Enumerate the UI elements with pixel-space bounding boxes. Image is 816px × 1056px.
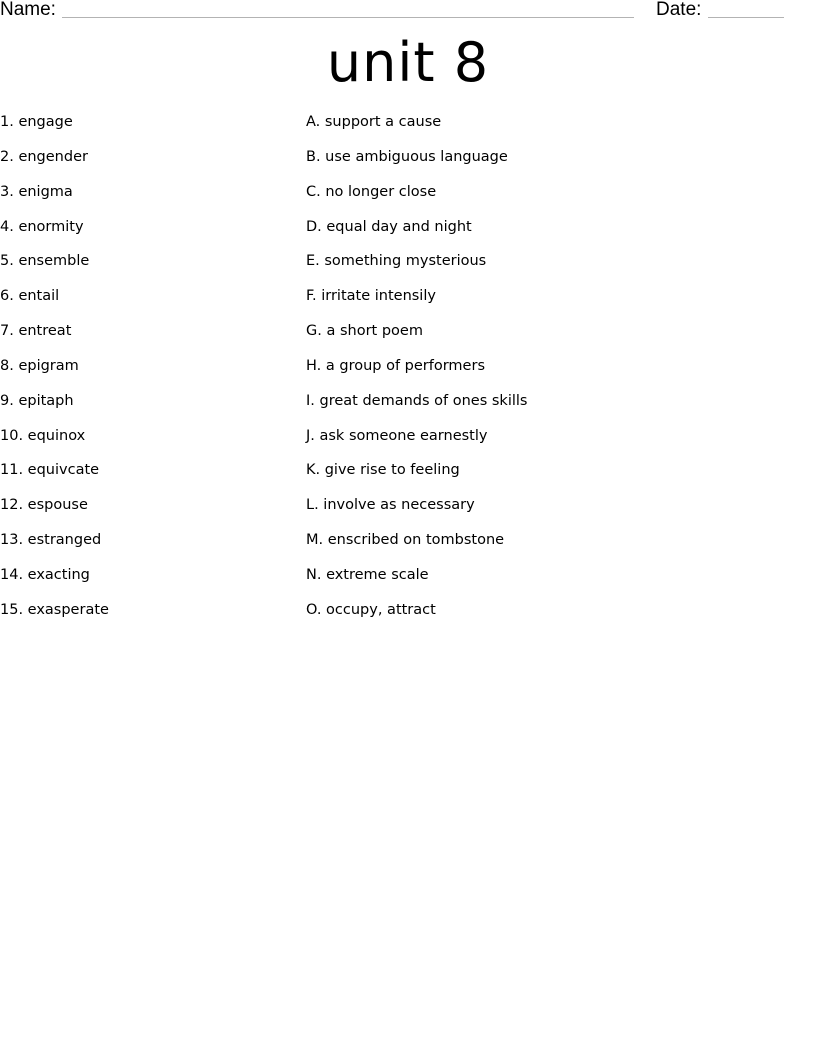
definition-item: O. occupy, attract: [306, 601, 436, 618]
term-item: 7. entreat: [0, 323, 72, 340]
term-item: 15. exasperate: [0, 601, 109, 618]
definition-item: H. a group of performers: [306, 357, 485, 374]
term-item: 10. equinox: [0, 427, 86, 444]
definition-item: N. extreme scale: [306, 566, 429, 583]
definition-item: K. give rise to feeling: [306, 462, 460, 479]
definition-item: J. ask someone earnestly: [306, 427, 488, 444]
definition-item: L. involve as necessary: [306, 497, 475, 514]
term-item: 14. exacting: [0, 566, 90, 583]
name-blank-line: [62, 17, 634, 18]
term-item: 3. enigma: [0, 183, 73, 200]
definition-item: E. something mysterious: [306, 253, 487, 270]
definition-item: D. equal day and night: [306, 218, 472, 235]
date-blank-line: [708, 17, 784, 18]
definition-item: A. support a cause: [306, 114, 442, 130]
worksheet-title: unit 8: [326, 31, 490, 94]
name-label: Name:: [0, 0, 56, 20]
definition-item: M. enscribed on tombstone: [306, 532, 505, 549]
definition-item: C. no longer close: [306, 183, 437, 200]
term-item: 9. epitaph: [0, 392, 74, 409]
date-label: Date:: [656, 0, 702, 20]
term-item: 11. equivcate: [0, 462, 100, 479]
definitions-list: [306, 110, 806, 633]
term-item: 4. enormity: [0, 218, 84, 235]
term-item: 13. estranged: [0, 532, 102, 549]
term-item: 6. entail: [0, 288, 60, 305]
definition-item: I. great demands of ones skills: [306, 392, 528, 409]
definition-item: B. use ambiguous language: [306, 148, 508, 165]
term-item: 12. espouse: [0, 497, 88, 514]
definition-item: G. a short poem: [306, 323, 423, 340]
term-item: 8. epigram: [0, 357, 79, 374]
term-item: 1. engage: [0, 114, 73, 130]
terms-list: [0, 110, 290, 633]
term-item: 5. ensemble: [0, 253, 90, 270]
term-item: 2. engender: [0, 148, 88, 165]
worksheet-header: [0, 0, 816, 24]
definition-item: F. irritate intensily: [306, 288, 436, 305]
